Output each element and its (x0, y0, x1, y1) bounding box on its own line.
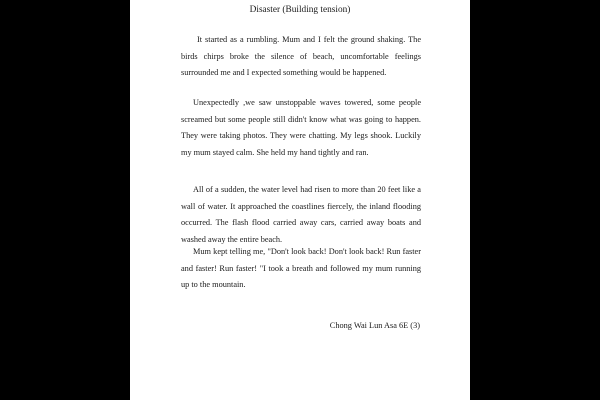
paragraph-1: It started as a rumbling. Mum and I felt the ground shaking. The birds chirps broke the silence of beach, uncomfortable feelings surrounded me and I expected something would be happened. (181, 35, 421, 77)
paragraph-4: Mum kept telling me, "Don't look back! Don't look back! Run faster and faster! Run faster! "I took a breath and followed my mum running up to the mountain. (181, 247, 421, 289)
document-page (130, 0, 470, 400)
paragraph-2: Unexpectedly ,we saw unstoppable waves towered, some people screamed but some people still didn't know what was going to happen. They were taking photos. They were chatting. My legs shook. Luckily my mum stayed calm. She held my hand tightly and ran. (181, 98, 421, 157)
author-signature: Chong Wai Lun Asa 6E (3) (329, 321, 420, 330)
document-title: Disaster (Building tension) (249, 5, 351, 15)
paragraph-3: All of a sudden, the water level had risen to more than 20 feet like a wall of water. It approached the coastlines fiercely, the inland flooding occurred. The flash flood carried away cars, carried away boats and washed away the entire beach. (181, 185, 421, 244)
